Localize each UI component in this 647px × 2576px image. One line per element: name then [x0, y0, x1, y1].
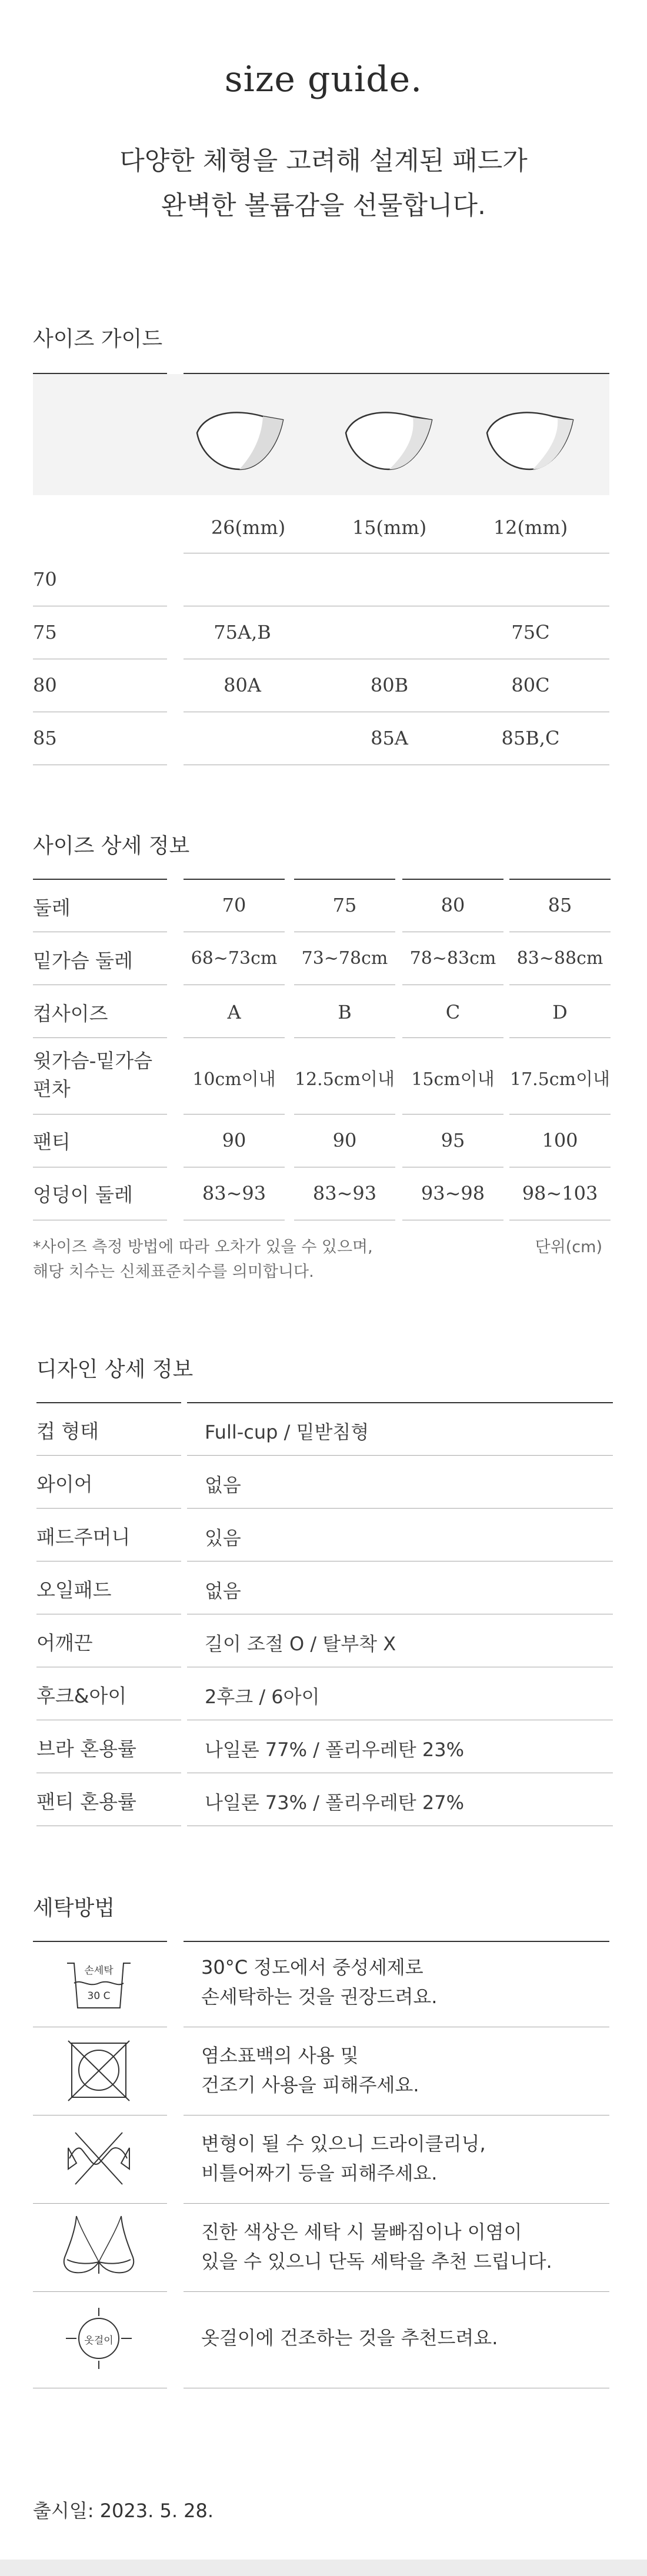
size-detail-value: 73~78cm: [301, 948, 388, 969]
design-value: 2후크 / 6아이: [205, 1686, 320, 1708]
no-dry-clean-no-wring-icon: [64, 2128, 134, 2189]
design-label: 팬티 혼용률: [36, 1790, 136, 1813]
washing-title: 세탁방법: [33, 1896, 115, 1920]
size-guide-cell: 75C: [511, 621, 550, 643]
size-detail-value: 93~98: [421, 1182, 485, 1204]
size-guide-band-85: 85: [33, 727, 57, 749]
wash-text-line: 손세탁하는 것을 권장드려요.: [201, 1986, 438, 2008]
table-row-rule: [509, 1114, 611, 1115]
table-row-rule: [294, 1037, 395, 1038]
pad-illustration-band: [33, 374, 609, 495]
design-detail-rule: [187, 1402, 613, 1403]
size-detail-value: 83~93: [202, 1182, 266, 1204]
size-detail-rule: [402, 879, 503, 880]
wash-text: [201, 2041, 419, 2100]
wash-text-line: 건조기 사용을 피해주세요.: [201, 2074, 419, 2096]
wash-text-line: 옷걸이에 건조하는 것을 추천드려요.: [201, 2327, 498, 2349]
size-detail-value: 83~88cm: [516, 948, 603, 969]
design-value: 없음: [205, 1580, 241, 1602]
wash-text-line: 있을 수 있으니 단독 세탁을 추천 드립니다.: [201, 2250, 552, 2273]
size-guide-cell: 75A,B: [214, 621, 271, 643]
headline: [0, 139, 647, 228]
size-detail-label-multiline: [33, 1047, 152, 1103]
size-detail-value: 78~83cm: [409, 948, 496, 969]
wash-text-line: 비틀어짜기 등을 피해주세요.: [201, 2162, 438, 2184]
size-detail-value: 90: [332, 1129, 357, 1152]
table-row-rule: [402, 1114, 503, 1115]
headline-line-2: 완벽한 볼륨감을 선물합니다.: [161, 191, 486, 221]
wash-text-line: 염소표백의 사용 및: [201, 2044, 359, 2067]
size-guide-band-75: 75: [33, 621, 57, 643]
size-detail-label: 윗가슴-밑가슴: [33, 1049, 153, 1072]
table-row-rule: [184, 1037, 285, 1038]
design-detail-title: 디자인 상세 정보: [36, 1357, 194, 1382]
table-row-rule: [294, 1114, 395, 1115]
size-guide-cell: 80C: [511, 674, 550, 696]
size-detail-value: B: [338, 1001, 352, 1023]
design-value: 있음: [205, 1527, 241, 1549]
wash-text-line: 30°C 정도에서 중성세제로: [201, 1956, 423, 1978]
size-detail-value: 12.5cm이내: [294, 1069, 395, 1090]
design-value: Full-cup / 밑받침형: [205, 1421, 369, 1443]
hanger-dry-icon-label: 옷걸이: [84, 2335, 114, 2347]
size-detail-value: 75: [332, 894, 357, 916]
design-detail-rule: [36, 1402, 181, 1403]
size-detail-label: 둘레: [33, 896, 71, 919]
size-detail-title: 사이즈 상세 정보: [33, 834, 190, 858]
unit-label: 단위(cm): [535, 1238, 602, 1256]
hand-wash-icon-label: 손세탁: [84, 1965, 114, 1977]
size-guide-band-80: 80: [33, 674, 57, 696]
hand-wash-temp-label: 30 C: [87, 1990, 111, 2002]
size-guide-cell: 80B: [370, 674, 409, 696]
headline-line-1: 다양한 체형을 고려해 설계된 패드가: [119, 146, 528, 176]
wash-text: [201, 2323, 498, 2353]
size-detail-value: 70: [222, 894, 246, 916]
size-note-line-1: *사이즈 측정 방법에 따라 오차가 있을 수 있으며,: [33, 1238, 373, 1256]
table-row-rule: [33, 1114, 167, 1115]
size-detail-value: 80: [441, 894, 465, 916]
bra-icon: [59, 2213, 139, 2281]
pad-26mm-icon: [197, 412, 283, 469]
washing-rule: [33, 1941, 167, 1942]
size-detail-rule: [294, 879, 395, 880]
footer-bar: [0, 2560, 647, 2576]
size-guide-title: 사이즈 가이드: [33, 327, 163, 351]
size-detail-rule: [509, 879, 611, 880]
design-label: 패드주머니: [36, 1526, 131, 1549]
design-value: 없음: [205, 1474, 241, 1496]
table-row-rule: [36, 1508, 181, 1509]
size-detail-value: D: [552, 1001, 568, 1023]
size-detail-value: C: [445, 1001, 461, 1023]
wash-text: [201, 1953, 437, 2011]
size-guide-band-70: 70: [33, 568, 57, 590]
hand-wash-icon: [64, 1956, 134, 2013]
page-title: size guide.: [224, 59, 423, 100]
size-detail-value: 85: [548, 894, 572, 916]
table-row-rule: [33, 1037, 167, 1038]
size-detail-value: A: [227, 1001, 241, 1023]
size-detail-rule: [33, 879, 167, 880]
size-detail-value: 68~73cm: [191, 948, 278, 969]
no-bleach-no-tumble-dry-icon: [66, 2038, 132, 2103]
table-row-rule: [33, 2291, 167, 2292]
design-label: 브라 혼용률: [36, 1737, 136, 1760]
wash-text-line: 진한 색상은 세탁 시 물빠짐이나 이염이: [201, 2221, 522, 2243]
design-value: 나일론 77% / 폴리우레탄 23%: [205, 1739, 465, 1761]
size-detail-label: 컵사이즈: [33, 1002, 108, 1025]
wash-text-line: 변형이 될 수 있으니 드라이클리닝,: [201, 2133, 486, 2155]
design-value: 나일론 73% / 폴리우레탄 27%: [205, 1791, 465, 1814]
design-label: 오일패드: [36, 1579, 112, 1601]
size-detail-value: 90: [222, 1129, 246, 1152]
pad-header-26: 26(mm): [211, 516, 286, 539]
size-detail-value: 95: [441, 1129, 465, 1152]
size-guide-cell: 85B,C: [501, 727, 560, 749]
size-detail-label: 편차: [33, 1077, 71, 1100]
size-detail-value: 17.5cm이내: [509, 1069, 610, 1090]
table-row-rule: [33, 2203, 167, 2204]
design-label: 후크&아이: [36, 1684, 127, 1707]
pad-header-15: 15(mm): [352, 516, 427, 539]
size-note-line-2: 해당 치수는 신체표준치수를 의미합니다.: [33, 1263, 314, 1281]
table-row-rule: [402, 1037, 503, 1038]
size-detail-value: 98~103: [522, 1182, 598, 1204]
table-row-rule: [187, 1508, 613, 1509]
table-row-rule: [36, 1455, 181, 1456]
size-detail-label: 밑가슴 둘레: [33, 949, 133, 972]
wash-text: [201, 2217, 552, 2276]
pad-illustrations: [33, 374, 609, 495]
pad-12mm-icon: [487, 412, 573, 469]
design-label: 와이어: [36, 1473, 93, 1496]
size-detail-value: 100: [542, 1129, 578, 1152]
table-row-rule: [184, 2291, 609, 2292]
size-detail-value: 10cm이내: [192, 1069, 276, 1090]
size-guide-cell: 80A: [224, 674, 261, 696]
size-detail-label: 팬티: [33, 1130, 71, 1153]
table-row-rule: [187, 1455, 613, 1456]
release-date: 출시일: 2023. 5. 28.: [33, 2500, 214, 2522]
table-row-rule: [184, 2203, 609, 2204]
design-label: 컵 형태: [36, 1420, 99, 1443]
pad-header-12: 12(mm): [493, 516, 568, 539]
size-detail-value: 15cm이내: [411, 1069, 495, 1090]
hanger-dry-icon: [61, 2305, 136, 2371]
size-detail-rule: [184, 879, 285, 880]
pad-15mm-icon: [346, 412, 432, 469]
size-detail-label: 엉덩이 둘레: [33, 1183, 133, 1206]
size-note: [33, 1235, 373, 1284]
wash-text: [201, 2129, 486, 2188]
size-guide-cell: 85A: [371, 727, 408, 749]
size-detail-value: 83~93: [312, 1182, 377, 1204]
washing-rule: [184, 1941, 609, 1942]
design-label: 어깨끈: [36, 1631, 93, 1654]
table-row-rule: [184, 1114, 285, 1115]
design-value: 길이 조절 O / 탈부착 X: [205, 1633, 396, 1655]
table-row-rule: [509, 1037, 611, 1038]
